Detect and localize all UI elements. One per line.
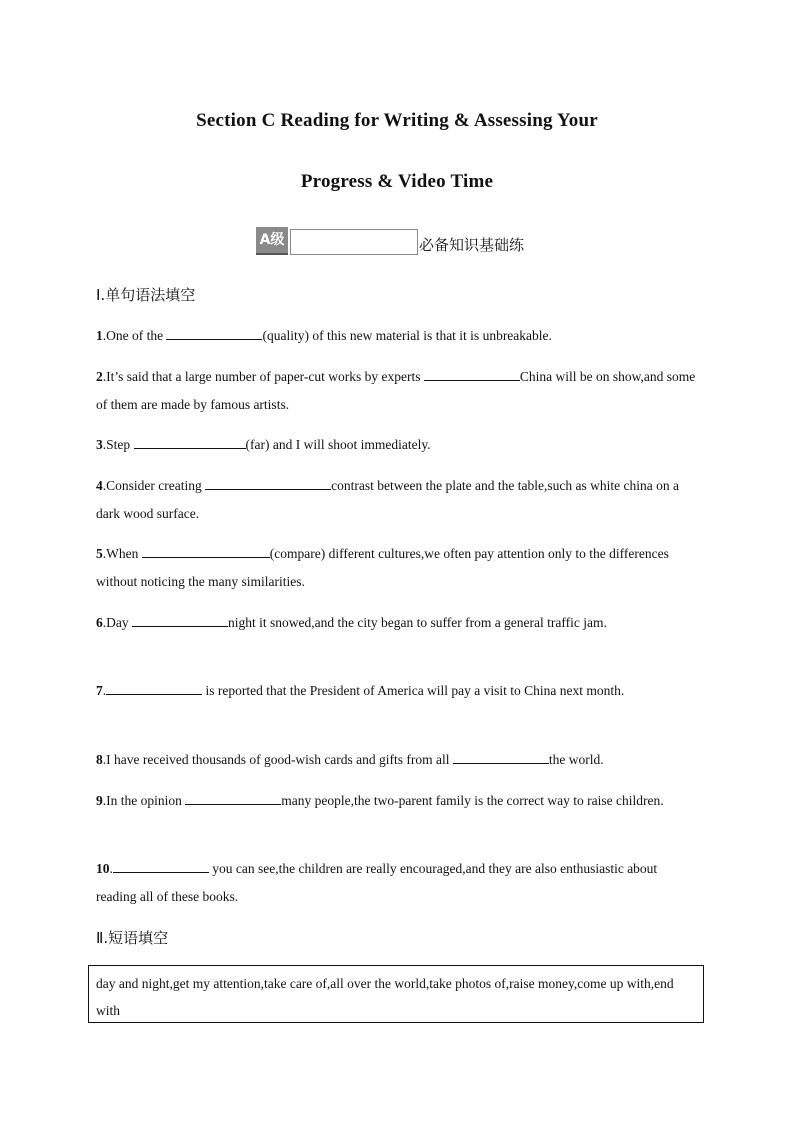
title-line-2: Progress & Video Time bbox=[300, 171, 494, 192]
question-6: 6.Day night it snowed,and the city began to suffer from a general traffic jam. bbox=[96, 609, 696, 637]
question-2: 2.It’s said that a large number of paper-cut works by experts China will be on show,and some of them are made by famous artists. bbox=[96, 363, 696, 419]
level-label: 必备知识基础练 bbox=[419, 236, 525, 254]
question-5: 5.When (compare) different cultures,we often pay attention only to the differences without noticing the many similarities. bbox=[96, 540, 696, 596]
section-heading-phrases: Ⅱ.短语填空 bbox=[96, 929, 169, 947]
answer-blank[interactable] bbox=[142, 543, 270, 558]
question-9: 9.In the opinion many people,the two-parent family is the correct way to raise children. bbox=[96, 787, 696, 815]
section-heading-grammar: Ⅰ.单句语法填空 bbox=[96, 286, 196, 304]
question-10: 10. you can see,the children are really encouraged,and they are also enthusiastic about reading all of these books. bbox=[96, 855, 696, 911]
phrase-bank-box: day and night,get my attention,take care of,all over the world,take photos of,raise money,come up with,end with bbox=[88, 965, 704, 1023]
level-banner bbox=[256, 227, 524, 255]
question-3: 3.Step (far) and I will shoot immediately. bbox=[96, 431, 696, 459]
title-line-1: Section C Reading for Writing & Assessing Your bbox=[196, 110, 598, 131]
question-1: 1.One of the (quality) of this new material is that it is unbreakable. bbox=[96, 322, 696, 350]
answer-blank[interactable] bbox=[113, 858, 209, 873]
answer-blank[interactable] bbox=[106, 680, 202, 695]
level-name-box bbox=[290, 229, 418, 255]
answer-blank[interactable] bbox=[132, 612, 228, 627]
question-7: 7. is reported that the President of America will pay a visit to China next month. bbox=[96, 677, 696, 705]
question-4: 4.Consider creating contrast between the plate and the table,such as white china on a dark wood surface. bbox=[96, 472, 696, 528]
answer-blank[interactable] bbox=[134, 434, 246, 449]
question-8: 8.I have received thousands of good-wish cards and gifts from all the world. bbox=[96, 746, 696, 774]
answer-blank[interactable] bbox=[424, 366, 520, 381]
level-badge: A级 bbox=[256, 227, 288, 255]
answer-blank[interactable] bbox=[185, 790, 281, 805]
answer-blank[interactable] bbox=[453, 749, 549, 764]
answer-blank[interactable] bbox=[205, 475, 331, 490]
answer-blank[interactable] bbox=[166, 325, 262, 340]
